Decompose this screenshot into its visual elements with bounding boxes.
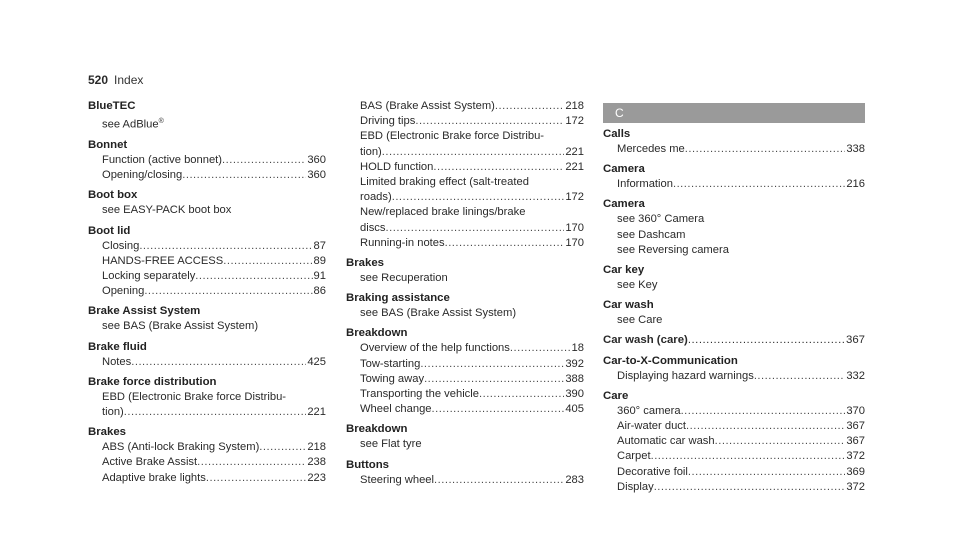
leader-dots: [386, 221, 565, 236]
index-heading: Brakes: [346, 257, 384, 270]
index-heading: Calls: [603, 128, 631, 140]
subentry-wrapped-text: Limited braking effect (salt-treated: [360, 176, 529, 189]
see-reference[interactable]: see BAS (Brake Assist System): [102, 320, 259, 333]
subentry-text: Locking separately: [102, 269, 196, 282]
index-subentry[interactable]: [346, 372, 584, 387]
page-ref: 338: [846, 143, 865, 155]
index-subentry[interactable]: [346, 221, 584, 236]
index-heading: Buttons: [346, 458, 390, 471]
subentry-text: Closing: [102, 239, 140, 252]
page-ref: 172: [565, 191, 584, 204]
subentry-text: Displaying hazard warnings: [617, 369, 754, 382]
page-ref: 91: [313, 269, 326, 282]
leader-dots: [131, 355, 306, 370]
index-entry: [346, 422, 584, 452]
see-text: see AdBlue: [102, 118, 159, 131]
page-ref: 367: [846, 420, 865, 433]
leader-dots: [686, 419, 845, 434]
index-subentry[interactable]: [88, 168, 326, 183]
leader-dots: [445, 236, 565, 251]
leader-dots: [222, 153, 306, 168]
page-ref: 172: [565, 115, 584, 128]
index-entry: [603, 197, 865, 258]
index-column-3: [603, 103, 865, 500]
index-subentry[interactable]: [346, 387, 584, 402]
leader-dots: [688, 465, 845, 480]
see-reference[interactable]: see Flat tyre: [360, 438, 422, 451]
subentry-text: Overview of the help functions: [360, 342, 510, 355]
see-reference[interactable]: see Key: [617, 279, 658, 292]
see-reference[interactable]: see Dashcam: [617, 228, 686, 241]
index-subentry[interactable]: [346, 99, 584, 114]
leader-dots: [424, 372, 564, 387]
index-heading: Brakes: [88, 426, 126, 439]
index-subentry[interactable]: [88, 440, 326, 455]
subentry-text: ABS (Anti-lock Braking System): [102, 441, 260, 454]
see-reference[interactable]: see Recuperation: [360, 272, 448, 285]
index-column-2: [346, 99, 584, 493]
page-ref: 370: [846, 404, 865, 417]
subentry-text: Towing away: [360, 372, 425, 385]
leader-dots: [144, 284, 312, 299]
leader-dots: [259, 440, 306, 455]
page-ref: 367: [846, 435, 865, 448]
index-heading-with-page[interactable]: [603, 333, 865, 348]
index-subentry[interactable]: [346, 341, 584, 356]
leader-dots: [206, 471, 306, 486]
see-reference[interactable]: see 360° Camera: [617, 213, 705, 226]
index-subentry[interactable]: [346, 402, 584, 417]
page-ref: 360: [307, 169, 326, 182]
subentry-text: 360° camera: [617, 404, 681, 417]
subentry-wrapped-text: EBD (Electronic Brake force Distribu-: [360, 130, 545, 143]
subentry-text: roads): [360, 191, 392, 204]
leader-dots: [685, 142, 846, 157]
page-ref: 388: [565, 372, 584, 385]
index-entry: [603, 298, 865, 328]
subentry-text: tion): [102, 405, 124, 418]
subentry-wrapped-text: New/replaced brake linings/brake: [360, 206, 526, 219]
index-entry: [603, 354, 865, 384]
index-entry: [88, 224, 326, 300]
leader-dots: [688, 333, 845, 348]
subentry-text: Running-in notes: [360, 236, 445, 249]
subentry-text: Carpet: [617, 450, 651, 463]
subentry-text: Air-water duct: [617, 420, 687, 433]
subentry-text: Transporting the vehicle: [360, 388, 479, 401]
index-entry: [88, 304, 326, 334]
index-heading: Boot lid: [88, 224, 131, 237]
index-entry-continued: [346, 99, 584, 251]
subentry-text: Function (active bonnet): [102, 153, 223, 166]
index-heading: Camera: [603, 198, 645, 211]
index-heading: Camera: [603, 163, 645, 176]
index-entry: [346, 326, 584, 417]
leader-dots: [681, 404, 846, 419]
leader-dots: [651, 449, 846, 464]
index-subentry[interactable]: [346, 114, 584, 129]
page-ref: 18: [571, 342, 584, 355]
subentry-text: Decorative foil: [617, 465, 688, 478]
index-subentry[interactable]: [603, 465, 865, 480]
subentry-text: discs: [360, 221, 386, 234]
index-subentry[interactable]: [88, 284, 326, 299]
index-heading: BlueTEC: [88, 100, 136, 112]
leader-dots: [495, 99, 564, 114]
page-ref: 332: [846, 369, 865, 382]
index-subentry[interactable]: [88, 153, 326, 168]
index-subentry[interactable]: [603, 480, 865, 495]
page-ref: 392: [565, 357, 584, 370]
subentry-text: Steering wheel: [360, 473, 435, 486]
index-heading: Car key: [603, 264, 645, 277]
index-subentry[interactable]: [603, 419, 865, 434]
page-number: 520: [88, 73, 109, 87]
page-ref: 170: [565, 221, 584, 234]
index-heading: Braking assistance: [346, 292, 450, 305]
subentry-text: Mercedes me: [617, 143, 685, 155]
index-subentry[interactable]: [603, 404, 865, 419]
page-header: [88, 73, 143, 87]
leader-dots: [715, 434, 846, 449]
subentry-text: Active Brake Assist: [102, 456, 198, 469]
subentry-text: HANDS-FREE ACCESS: [102, 254, 224, 267]
index-subentry[interactable]: [603, 369, 865, 384]
leader-dots: [195, 269, 312, 284]
see-reference[interactable]: see Reversing camera: [617, 243, 729, 256]
index-entry: [88, 188, 326, 218]
index-entry: [88, 340, 326, 370]
page-ref: 216: [846, 178, 865, 191]
leader-dots: [223, 254, 312, 269]
page-ref: 372: [846, 450, 865, 463]
leader-dots: [433, 160, 564, 175]
index-entry: [603, 333, 865, 348]
leader-dots: [124, 405, 307, 420]
subentry-text: Tow-starting: [360, 357, 421, 370]
index-subentry[interactable]: [88, 471, 326, 486]
index-subentry[interactable]: [88, 254, 326, 269]
subentry-text: Information: [617, 178, 673, 191]
page-title: Index: [114, 73, 144, 87]
index-entry: [88, 375, 326, 420]
index-subentry[interactable]: [346, 160, 584, 175]
page-ref: 405: [565, 403, 584, 416]
page-ref: 372: [846, 480, 865, 493]
page-ref: 86: [313, 285, 326, 298]
page-ref: 89: [313, 254, 326, 267]
index-heading: Boot box: [88, 189, 138, 202]
index-heading: Breakdown: [346, 327, 408, 340]
subentry-text: Wheel change: [360, 403, 432, 416]
page-ref: 425: [307, 355, 326, 368]
see-reference[interactable]: [88, 114, 326, 133]
index-entry: [603, 389, 865, 495]
index-subentry[interactable]: [88, 455, 326, 470]
index-entry: [88, 138, 326, 183]
page-ref: 367: [845, 334, 865, 347]
see-reference[interactable]: see Care: [617, 314, 663, 327]
page-ref: 218: [307, 441, 326, 454]
subentry-text: HOLD function: [360, 160, 434, 173]
leader-dots: [510, 341, 571, 356]
leader-dots: [382, 145, 565, 160]
index-subentry[interactable]: [88, 405, 326, 420]
page-ref: 221: [565, 145, 584, 158]
index-heading: Care: [603, 389, 629, 402]
subentry-text: Automatic car wash: [617, 435, 715, 448]
index-subentry[interactable]: [346, 145, 584, 160]
subentry-text: BAS (Brake Assist System): [360, 100, 495, 112]
index-heading: Brake force distribution: [88, 375, 217, 388]
index-entry: [88, 99, 326, 133]
leader-dots: [197, 455, 306, 470]
index-subentry[interactable]: [346, 190, 584, 205]
page-ref: 221: [307, 405, 326, 418]
index-subentry[interactable]: [603, 177, 865, 192]
section-letter-bar: C: [603, 103, 865, 123]
leader-dots: [754, 369, 846, 384]
index-subentry[interactable]: [88, 239, 326, 254]
index-heading: Brake fluid: [88, 340, 147, 353]
index-subentry[interactable]: [346, 236, 584, 251]
subentry-wrapped-text: EBD (Electronic Brake force Distribu-: [102, 390, 287, 403]
registered-mark: ®: [158, 118, 164, 125]
page-ref: 390: [565, 388, 584, 401]
index-subentry[interactable]: [88, 269, 326, 284]
index-subentry[interactable]: [346, 357, 584, 372]
see-reference[interactable]: see EASY-PACK boot box: [102, 204, 232, 217]
index-heading: Car wash: [603, 299, 654, 312]
leader-dots: [420, 357, 564, 372]
subentry-text: Adaptive brake lights: [102, 471, 206, 484]
page-ref: 283: [565, 473, 584, 486]
subentry-text: Notes: [102, 355, 132, 368]
index-heading: Bonnet: [88, 138, 128, 151]
index-column-1: [88, 99, 326, 491]
index-entry: [603, 263, 865, 293]
index-subentry[interactable]: [346, 473, 584, 488]
page-ref: 221: [565, 160, 584, 173]
index-subentry[interactable]: [603, 434, 865, 449]
index-entry: [346, 256, 584, 286]
leader-dots: [432, 402, 565, 417]
index-entry: [88, 425, 326, 486]
page-ref: 238: [307, 456, 326, 469]
leader-dots: [392, 190, 565, 205]
leader-dots: [654, 480, 846, 495]
index-entry: [346, 458, 584, 488]
leader-dots: [182, 168, 306, 183]
leader-dots: [139, 239, 312, 254]
index-heading: Car-to-X-Communication: [603, 354, 738, 367]
index-entry: [603, 127, 865, 157]
leader-dots: [434, 473, 564, 488]
leader-dots: [415, 114, 564, 129]
index-heading: Breakdown: [346, 423, 408, 436]
leader-dots: [673, 177, 845, 192]
index-subentry[interactable]: [603, 142, 865, 157]
index-entry: [346, 291, 584, 321]
index-subentry[interactable]: [88, 355, 326, 370]
page-ref: 223: [307, 471, 326, 484]
index-entry: [603, 162, 865, 192]
index-heading: Brake Assist System: [88, 305, 201, 318]
see-reference[interactable]: see BAS (Brake Assist System): [360, 307, 517, 320]
subentry-text: Opening/closing: [102, 169, 183, 182]
index-subentry[interactable]: [603, 449, 865, 464]
page-ref: 218: [565, 100, 584, 112]
index-heading: Car wash (care): [603, 334, 688, 347]
page-ref: 360: [307, 153, 326, 166]
subentry-text: tion): [360, 145, 382, 158]
leader-dots: [479, 387, 564, 402]
subentry-text: Display: [617, 480, 654, 493]
page-ref: 369: [846, 465, 865, 478]
subentry-text: Driving tips: [360, 115, 416, 128]
subentry-text: Opening: [102, 285, 145, 298]
page-ref: 87: [313, 239, 326, 252]
page-ref: 170: [565, 236, 584, 249]
